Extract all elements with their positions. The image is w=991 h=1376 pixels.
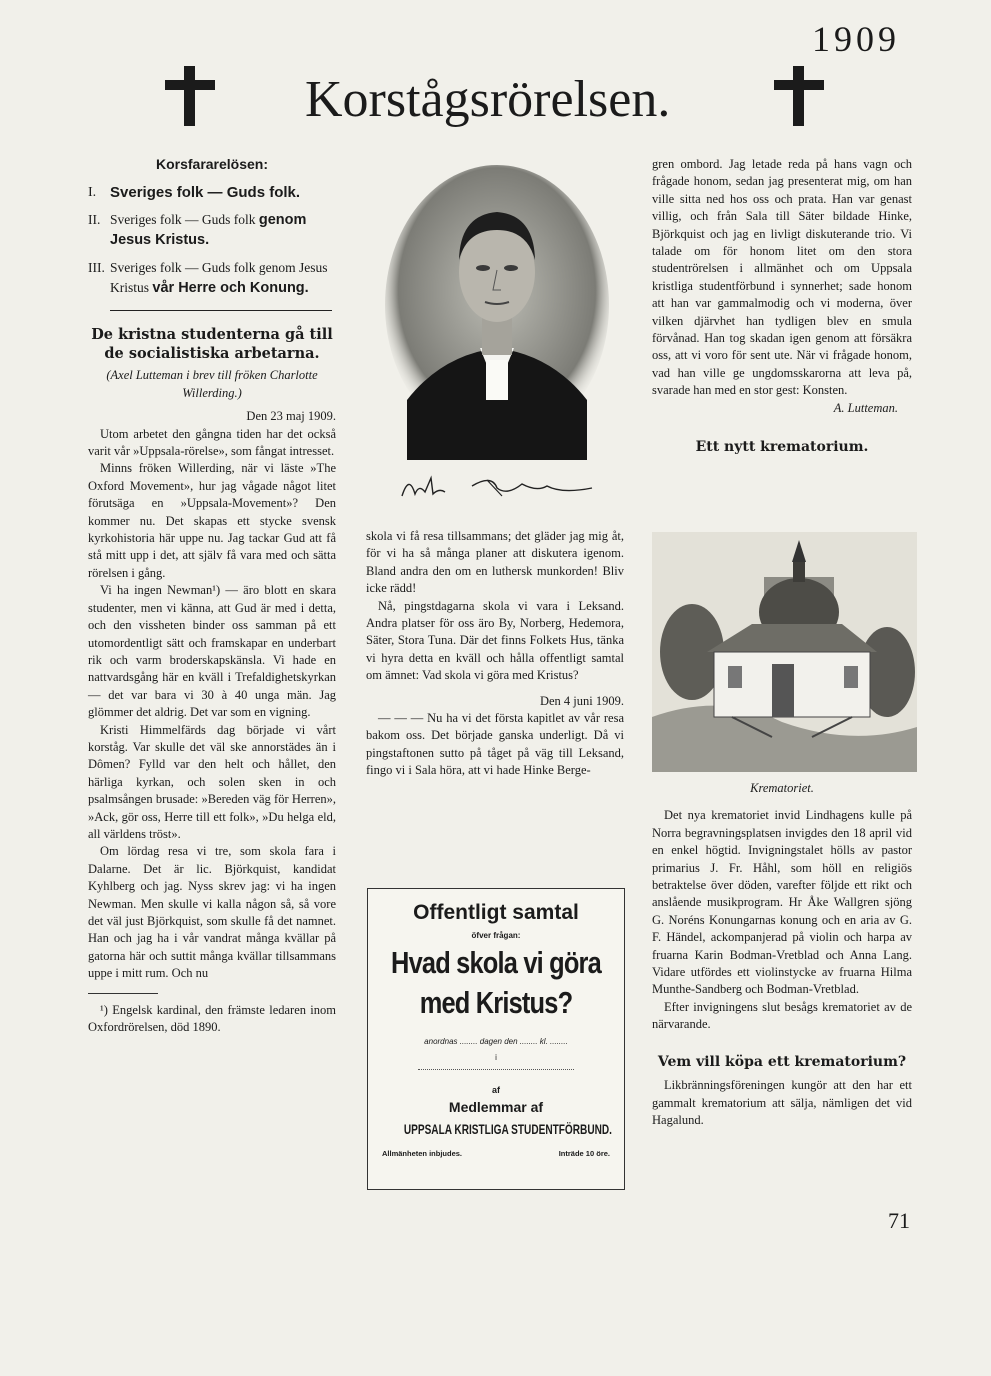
middle-column [366,528,624,780]
right-column [652,156,912,457]
paragraph: gren ombord. Jag letade reda på hans vagn och frågade honom, sedan jag presenterat mig, om han ville sitta ned hos oss och prata. Han var genast villig, och från Sala till Säter bildade Hinke, Björkquist och jag en livligt diskuterande trio. Vi talade om för honom litet om den stora studentrörelsen i allmänhet och om Uppsala kristliga studentförbund i synnerhet; sade honom att han var gammalmodig och vi moderna, över vilken djärvhet han tydligen blev en smula förvånad. Han tog skadan igen genom att försäkra oss, att vi voro för sent ute. När vi frågade honom, vad han ville ge ungdomsskarorna att leva på, svarade han med en stor gest: Konsten. [652,157,912,398]
cross-icon [165,66,215,126]
year-heading: 1909 [812,19,900,59]
paragraph: Kristi Himmelfärds dag började vi vårt korståg. Var skulle det väl ske annorstädes än i Dômen? Fylld var den helt och hållet, den härliga kyrkan, och solen sken in och psalmsången brusade: »Bereden väg för Herren», »Ack, gör oss, Herre till ett folk», »Du helga eld, all världens tröst». [88,722,336,841]
poster-image: Offentligt samtal öfver frågan: Hvad skola vi göra med Kristus? anordnas ........ dagen den ........ kl. ........ i af Medlemmar af UPPSALA KRISTLIGA STUDENTFÖRBUND. Allmänheten inbjudes. Inträde 10 öre. [367,888,625,1190]
crematorium-illustration [652,532,917,772]
signature-text: A. Lutteman. [833,400,898,415]
footnote: ¹) Engelsk kardinal, den främste ledaren inom Oxfordrörelsen, död 1890. [88,1002,336,1035]
paragraph: Minns fröken Willerding, när vi läste »The Oxford Movement», hur jag vågade något litet förutsäga en »Uppsala-Movement»? Den kommer nu. Det skapas ett stycke svensk kyrkohistoria här uppe nu. Jag tackar Gud att få stå mitt upp i det, att själv få vara med och sätta rörelsen i gång. [88,461,336,580]
paragraph: Det nya krematoriet invid Lindhagens kulle på Norra begravningsplatsen invigdes den 18 april vid en enkel högtid. Invigningstalet hölls av pastor primarius J. Fr. Håhl, som höll en religiös betraktelse över döden, varefter följde ett rikt och anslående musikprogram. Hr Åke Wallgren sjöng G. Noréns Konungarnas konung och en aria av G. F. Händel, ackompanjerad på violin och harpa av fruarna Karin Bodman-Vretblad och Anna Lang. Vidare utfördes ett violinstycke av fruarna Hilma Munthe-Sandberg och Bodman-Vretblad. [652,808,912,997]
section-heading: Ett nytt krematorium. [695,439,869,456]
paragraph: skola vi få resa tillsammans; det gläder jag mig åt, för vi ha så många planer att diskutera igenom. Bland andra den om en luthersk munkorden! Bliv icke rädd! [366,529,624,596]
paragraph: Nå, pingstdagarna skola vi vara i Leksand. Andra platser för oss äro By, Norberg, Hedemora, Säter, Stora Tuna. Där det finns Folkets Hus, tänka vi hyra detta en kväll och hålla offentligt samtal om ämnet: Vad skola vi göra med Kristus? [366,598,624,683]
portrait-photo [382,160,612,460]
paragraph: Utom arbetet den gångna tiden har det också varit vår »Uppsala-rörelse», som fångat intresset. [88,426,336,459]
signature [397,466,597,506]
image-caption: Krematoriet. [750,781,814,795]
article-subheading: (Axel Lutteman i brev till fröken Charlotte Willerding.) [106,368,318,400]
divider [110,310,332,311]
page-number: 71 [888,1208,910,1233]
cross-icon [774,66,824,126]
paragraph: Vi ha ingen Newman¹) — äro blott en skara studenter, men vi känna, att Gud är med i detta, och den vissheten binder oss samman på ett utomordentligt sätt och framskapar en underbart rik och varm broderskapskänsla. Vi hade en nattvardsgång här en kväll i Trefaldighetskyrkan — det var bara vi 30 à 40 unga män. Jag glömmer det aldrig. Det var som en vigning. [88,583,336,720]
letter-date: Den 4 juni 1909. [539,693,624,708]
motto-item: III. Sveriges folk — Guds folk genom Jesus Kristus vår Herre och Konung. [88,260,328,297]
paragraph: Efter invigningens slut besågs krematoriet av de närvarande. [652,999,912,1032]
motto-heading: Korsfararelösen: [155,156,269,172]
paragraph: — — — Nu ha vi det första kapitlet av vår resa bakom oss. Det började ganska underligt. Då vi pingstaftonen sutto på tåget på väg till Leksand, fingo vi i Sala höra, att vi hade Hinke Berge- [366,711,624,778]
motto-item: I. Sveriges folk — Guds folk. [88,184,301,202]
section-heading: Vem vill köpa ett krematorium? [657,1053,907,1070]
letter-date: Den 23 maj 1909. [246,409,336,424]
paragraph: Om lördag resa vi tre, som skola fara i Dalarne. Det är lic. Björkquist, kandidat Kyhlberg och jag. Nyss skrev jag: vi ha ingen Newman. Men skulle vi kalla någon så, så vore det väl just Björkquist, som skulle få det namnet. Han och jag ha i vår vandrat många kvällar på gatorna här och suttit många kvällar tillsammans uppe i mitt rum. Och nu [88,844,336,981]
page-title: Korstågsrörelsen. [305,71,671,128]
left-column [88,156,336,1036]
right-column-lower [652,780,912,1129]
article-heading: De kristna studenterna gå till de socialistiska arbetarna. [91,326,333,363]
motto-item: II. Sveriges folk — Guds folk genom Jesus Kristus. [88,212,307,249]
footnote-rule [88,993,158,994]
paragraph: Likbränningsföreningen kungör att den har ett gammalt krematorium att sälja, nämligen det vid Hagalund. [652,1078,912,1127]
